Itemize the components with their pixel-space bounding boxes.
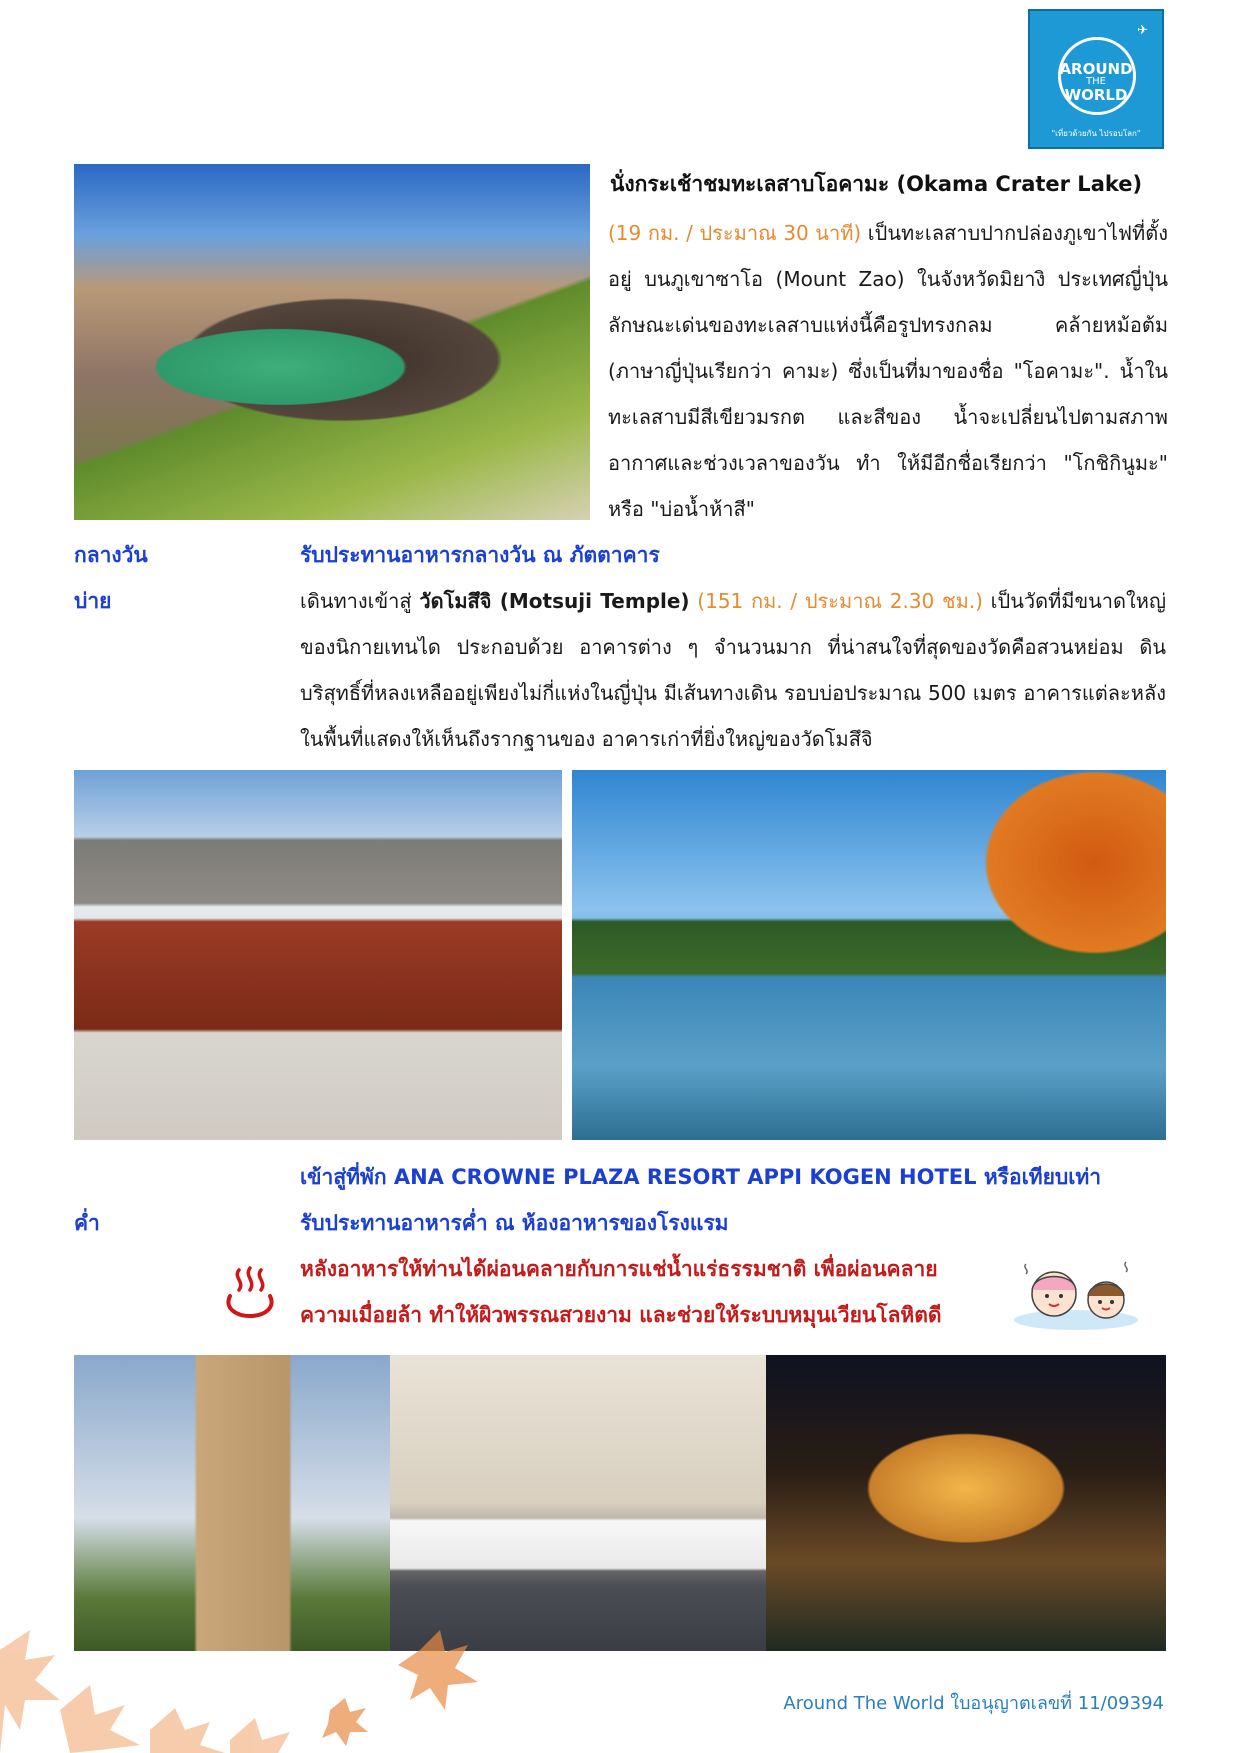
okama-crater-photo — [74, 164, 590, 520]
okama-title: นั่งกระเช้าชมทะเลสาบโอคามะ (Okama Crater Lake) — [610, 172, 1143, 196]
afternoon-lead: เดินทางเข้าสู่ — [300, 589, 420, 613]
logo-text-around: AROUND — [1059, 60, 1133, 78]
hotel-onsen-photo — [766, 1355, 1166, 1651]
logo-text-the: THE — [1086, 76, 1106, 87]
motsuji-distance: (151 กม. / ประมาณ 2.30 ชม.) — [689, 589, 983, 613]
footer-license: Around The World ใบอนุญาตเลขที่ 11/09394 — [783, 1693, 1164, 1714]
kids-bathing-illustration — [1006, 1244, 1148, 1336]
onsen-icon — [222, 1264, 278, 1320]
motsuji-body: เป็นวัดที่มีขนาดใหญ่ของนิกายเทนได ประกอบด้วย อาคารต่าง ๆ จำนวนมาก ที่น่าสนใจที่สุดของวัดคือสวนหย่อม ดินบริสุทธิ์ที่หลงเหลืออยู่เพียงไม่กี่แห่งในญี่ปุ่น มีเส้นทางเดิน รอบบ่อประมาณ 500 เมตร อาคารแต่ละหลังในพื้นที่แสดงให้เห็นถึงรากฐานของ อาคารเก่าที่ยิ่งใหญ่ของวัดโมสึจิ — [300, 589, 1167, 751]
motsuji-pond-photo — [572, 770, 1166, 1140]
lunch-text: รับประทานอาหารกลางวัน ณ ภัตตาคาร — [300, 543, 660, 567]
logo-tagline: "เที่ยวด้วยกัน ไปรอบโลก" — [1051, 129, 1141, 138]
company-logo — [1028, 9, 1164, 149]
onsen-line2: ความเมื่อยล้า ทำให้ผิวพรรณสวยงาม และช่วยให้ระบบหมุนเวียนโลหิตดี — [300, 1303, 942, 1327]
airplane-icon: ✈ — [1137, 23, 1148, 38]
autumn-leaves-decoration — [0, 1590, 520, 1753]
logo-text-world: WORLD — [1064, 86, 1128, 104]
okama-distance: (19 กม. / ประมาณ 30 นาที) — [608, 221, 862, 245]
afternoon-label: บ่าย — [74, 589, 112, 613]
onsen-line1: หลังอาหารให้ท่านได้ผ่อนคลายกับการแช่น้ำแร่ธรรมชาติ เพื่อผ่อนคลาย — [300, 1257, 938, 1281]
lunch-label: กลางวัน — [74, 543, 148, 567]
afternoon-description — [300, 578, 1166, 762]
okama-body: เป็นทะเลสาบปากปล่องภูเขาไฟที่ตั้งอยู่ บนภูเขาซาโอ (Mount Zao) ในจังหวัดมิยางิ ประเทศญี่ปุ่น ลักษณะเด่นของทะเลสาบแห่งนี้คือรูปทรงกลม คล้ายหม้อต้ม (ภาษาญี่ปุ่นเรียกว่า คามะ) ซึ่งเป็นที่มาของชื่อ "โอคามะ". น้ำในทะเลสาบมีสีเขียวมรกต และสีของ น้ำจะเปลี่ยนไปตามสภาพอากาศและช่วงเวลาของวัน ทำ ให้มีอีกชื่อเรียกว่า "โกชิกินูมะ" หรือ "บ่อน้ำห้าสี" — [608, 221, 1168, 521]
hotel-checkin: เข้าสู่ที่พัก ANA CROWNE PLAZA RESORT APPI KOGEN HOTEL หรือเทียบเท่า — [300, 1165, 1102, 1189]
dinner-label: ค่ำ — [74, 1211, 100, 1235]
motsuji-place: วัดโมสึจิ (Motsuji Temple) — [419, 589, 690, 613]
motsuji-temple-photo — [74, 770, 562, 1140]
okama-description — [608, 210, 1168, 532]
dinner-text: รับประทานอาหารค่ำ ณ ห้องอาหารของโรงแรม — [300, 1211, 729, 1235]
